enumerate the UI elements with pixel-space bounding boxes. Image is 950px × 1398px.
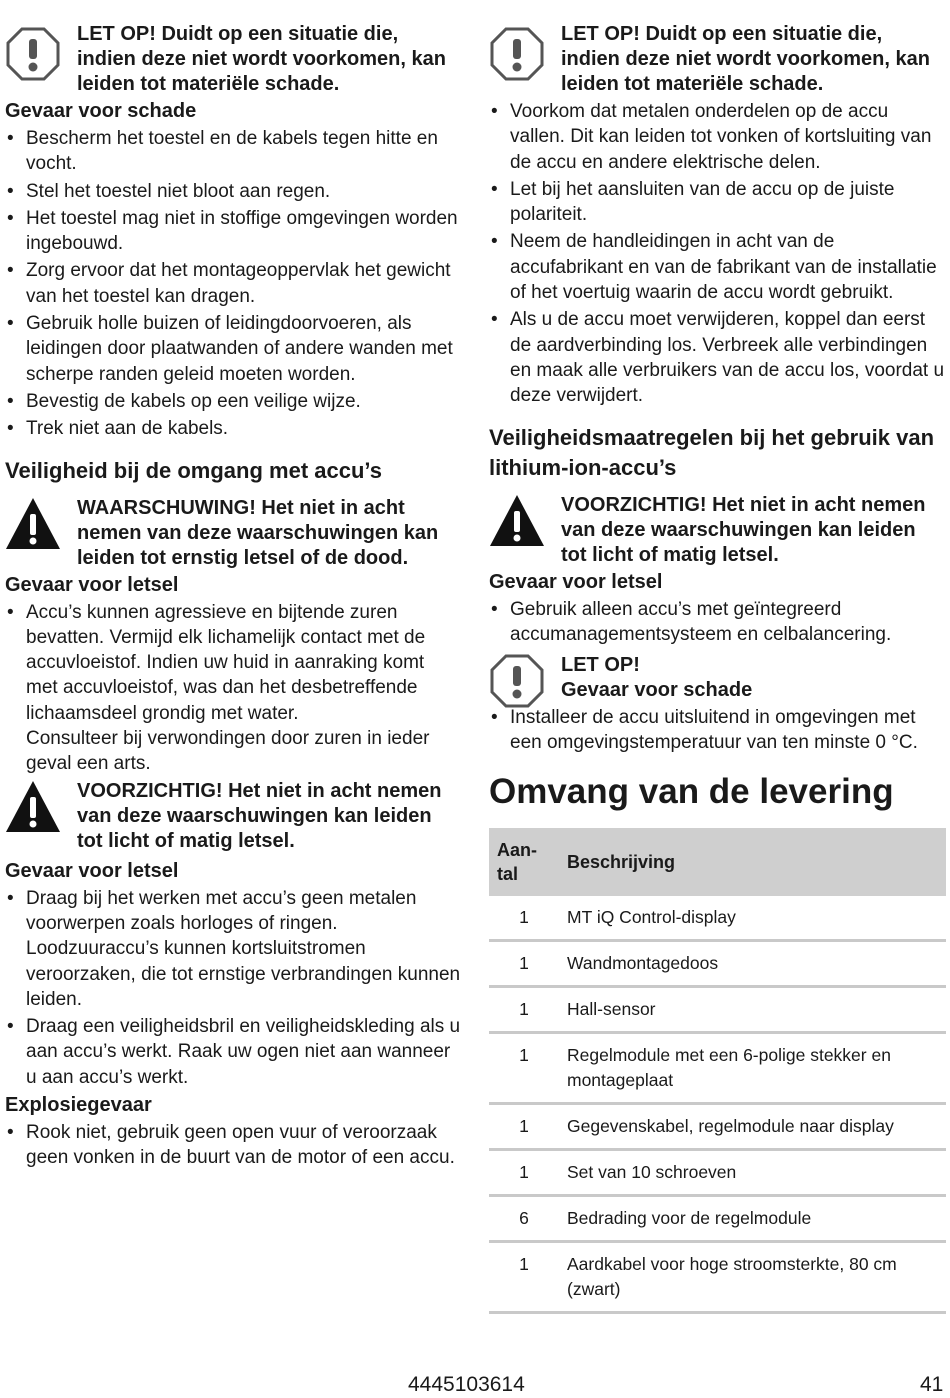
cell-description: Set van 10 schroeven (559, 1149, 946, 1195)
table-row (489, 1241, 946, 1312)
exclamation-octagon-icon (5, 26, 61, 82)
subheading: Gevaar voor letsel (5, 859, 179, 882)
document-number: 4445103614 (408, 1373, 525, 1396)
column-header-description: Beschrijving (559, 828, 946, 896)
table-row (489, 986, 946, 1032)
delivery-table (489, 828, 946, 1314)
list-item: • Gebruik holle buizen of leidingdoorvoeren, als leidingen door plaatwanden of andere wanden met scherpe randen geleid moeten worden. (5, 311, 461, 387)
table-row (489, 1195, 946, 1241)
subheading: Gevaar voor letsel (5, 573, 179, 596)
cell-description: Hall-sensor (559, 986, 946, 1032)
cell-description: Gegevenskabel, regelmodule naar display (559, 1103, 946, 1149)
subheading: Explosiegevaar (5, 1094, 152, 1117)
right-column (489, 22, 945, 1314)
bullet-list (489, 99, 945, 409)
list-item: • Draag bij het werken met accu’s geen metalen voorwerpen zoals horloges of ringen. Loodzuuraccu’s kunnen kortsluitstromen veroorzaken, die tot ernstige verbrandingen kunnen leiden. (5, 886, 461, 1012)
bullet-list (5, 1120, 461, 1171)
bullet-list (5, 126, 461, 442)
subheading: Gevaar voor schade (5, 100, 197, 122)
warning-triangle-icon (489, 493, 545, 549)
notice-text: VOORZICHTIG! Het niet in acht nemen van deze waarschuwingen kan leiden tot licht of matig letsel. (561, 493, 926, 566)
table-header-row (489, 828, 946, 896)
notice-caution-material (489, 22, 945, 97)
table-row (489, 1103, 946, 1149)
notice-caution (489, 493, 945, 568)
warning-triangle-icon (5, 779, 61, 835)
list-item: • Neem de handleidingen in acht van de accufabrikant en van de fabrikant van de installatie of het voertuig waarin de accu wordt gebruikt. (489, 229, 945, 305)
list-item-text: Accu’s kunnen agressieve en bijtende zuren bevatten. Vermijd elk lichamelijk contact met de accuvloeistof. Indien uw huid in aanraking komt met accuvloeistof, was dan het desbetreffende lichaamsdeel grondig met water. (26, 601, 426, 724)
cell-description: MT iQ Control-display (559, 896, 946, 941)
cell-quantity: 1 (489, 896, 559, 941)
cell-quantity: 1 (489, 986, 559, 1032)
list-item: • Gebruik alleen accu’s met geïntegreerd accumanagementsysteem en celbalancering. (489, 597, 945, 648)
page-title: Omvang van de levering (489, 771, 894, 811)
column-header-quantity: Aan- tal (489, 828, 559, 896)
list-item-extra: Consulteer bij verwondingen door zuren in ieder geval een arts. (26, 728, 430, 775)
list-item: • Zorg ervoor dat het montageoppervlak het gewicht van het toestel kan dragen. (5, 258, 461, 309)
cell-quantity: 1 (489, 940, 559, 986)
notice-text: VOORZICHTIG! Het niet in acht nemen van deze waarschuwingen kan leiden tot licht of matig letsel. (77, 779, 442, 852)
cell-quantity: 1 (489, 1149, 559, 1195)
list-item (5, 600, 461, 777)
table-row (489, 1149, 946, 1195)
list-item: • Bevestig de kabels op een veilige wijze. (5, 389, 461, 414)
table-row (489, 896, 946, 941)
exclamation-octagon-icon (489, 653, 545, 709)
left-column (5, 22, 461, 1173)
cell-description: Aardkabel voor hoge stroomsterkte, 80 cm (zwart) (559, 1241, 946, 1312)
notice-caution-material (489, 653, 945, 703)
list-item: • Trek niet aan de kabels. (5, 416, 461, 441)
list-item: • Als u de accu moet verwijderen, koppel dan eerst de aardverbinding los. Verbreek alle verbindingen en maak alle verbruikers van de accu los, voordat u deze verwijdert. (489, 307, 945, 408)
notice-caution (5, 779, 461, 854)
notice-text: LET OP! Duidt op een situatie die, indien deze niet wordt voorkomen, kan leiden tot materiële schade. (561, 23, 930, 95)
list-item: • Let bij het aansluiten van de accu op de juiste polariteit. (489, 177, 945, 228)
notice-caution-material (5, 22, 461, 97)
list-item: • Het toestel mag niet in stoffige omgevingen worden ingebouwd. (5, 206, 461, 257)
notice-warning (5, 496, 461, 571)
bullet-list (489, 705, 945, 756)
cell-description: Regelmodule met een 6-polige stekker en montageplaat (559, 1032, 946, 1103)
cell-description: Wandmontagedoos (559, 940, 946, 986)
exclamation-octagon-icon (489, 26, 545, 82)
list-item: • Stel het toestel niet bloot aan regen. (5, 179, 461, 204)
list-item: • Bescherm het toestel en de kabels tegen hitte en vocht. (5, 126, 461, 177)
cell-description: Bedrading voor de regelmodule (559, 1195, 946, 1241)
cell-quantity: 1 (489, 1103, 559, 1149)
bullet-list (5, 886, 461, 1090)
warning-triangle-icon (5, 496, 61, 552)
table-row (489, 1032, 946, 1103)
cell-quantity: 1 (489, 1241, 559, 1312)
list-item: • Rook niet, gebruik geen open vuur of veroorzaak geen vonken in de buurt van de motor of een accu. (5, 1120, 461, 1171)
section-heading: Veiligheidsmaatregelen bij het gebruik van lithium-ion-accu’s (489, 424, 935, 480)
notice-title: LET OP! (561, 654, 640, 677)
page-number: 41 (920, 1373, 944, 1396)
list-item: • Voorkom dat metalen onderdelen op de accu vallen. Dit kan leiden tot vonken of kortsluiting van de accu en andere elektrische delen. (489, 99, 945, 175)
bullet-list (489, 597, 945, 648)
cell-quantity: 6 (489, 1195, 559, 1241)
table-row (489, 940, 946, 986)
notice-text: WAARSCHUWING! Het niet in acht nemen van deze waarschuwingen kan leiden tot ernstig letsel of de dood. (77, 496, 439, 569)
cell-quantity: 1 (489, 1032, 559, 1103)
section-heading: Veiligheid bij de omgang met accu’s (5, 457, 382, 483)
subheading: Gevaar voor letsel (489, 570, 663, 593)
notice-text: LET OP! Duidt op een situatie die, indien deze niet wordt voorkomen, kan leiden tot materiële schade. (77, 23, 446, 95)
notice-subtitle: Gevaar voor schade (561, 679, 753, 702)
bullet-list (5, 600, 461, 777)
list-item: • Draag een veiligheidsbril en veiligheidskleding als u aan accu’s werkt. Raak uw ogen niet aan wanneer u aan accu’s werkt. (5, 1014, 461, 1090)
list-item: • Installeer de accu uitsluitend in omgevingen met een omgevingstemperatuur van ten minste 0 °C. (489, 705, 945, 756)
